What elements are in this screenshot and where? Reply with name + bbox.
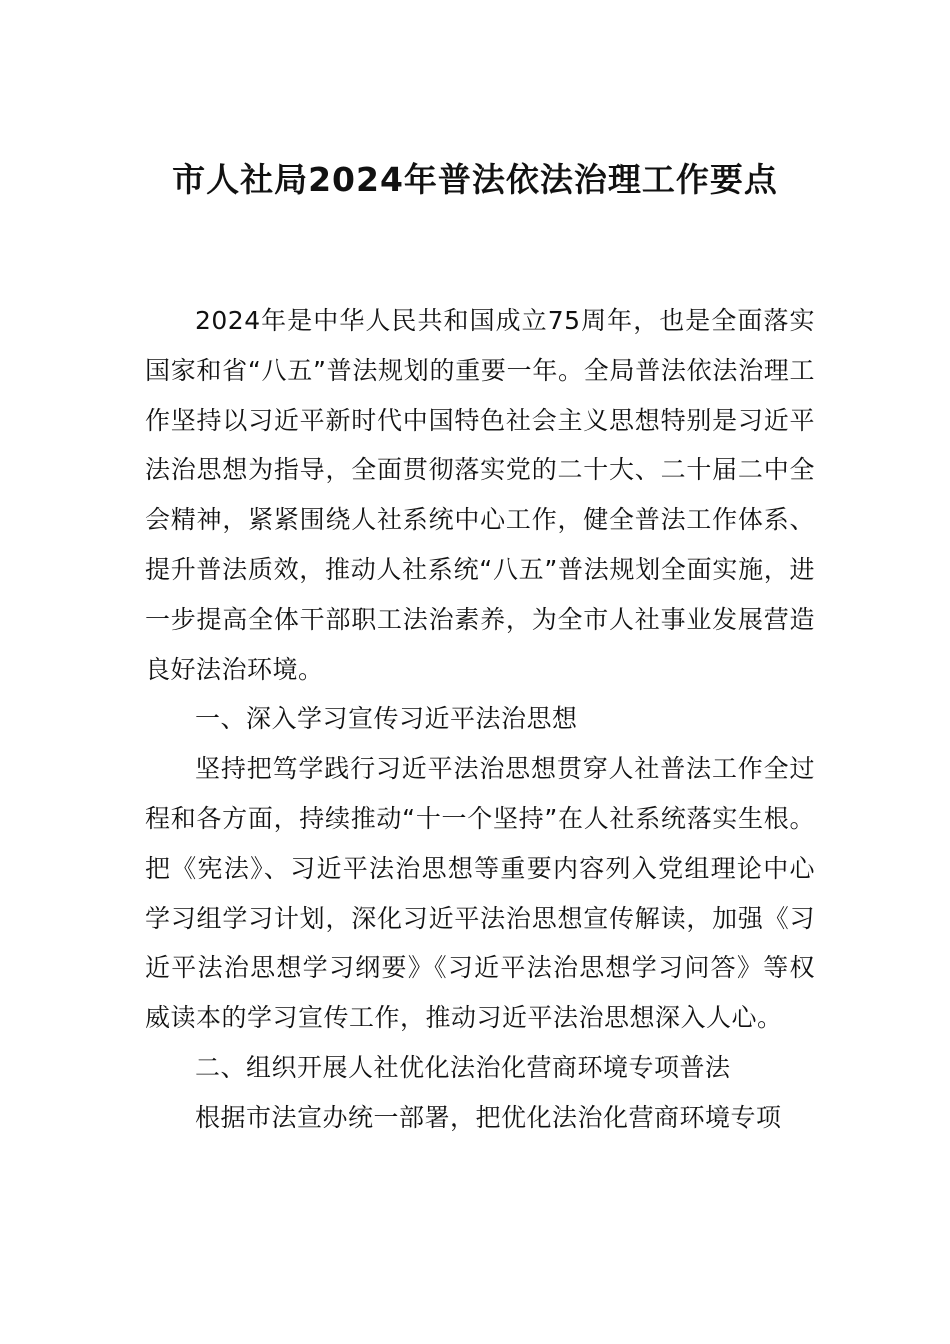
intro-paragraph: 2024年是中华人民共和国成立75周年，也是全面落实国家和省“八五”普法规划的重要一年。全局普法依法治理工作坚持以习近平新时代中国特色社会主义思想特别是习近平法治思想为指导，全面贯彻落实党的二十大、二十届二中全会精神，紧紧围绕人社系统中心工作，健全普法工作体系、提升普法质效，推动人社系统“八五”普法规划全面实施，进一步提高全体干部职工法治素养，为全市人社事业发展营造良好法治环境。 — [145, 306, 815, 684]
section-heading-2: 二、组织开展人社优化法治化营商环境专项普法 — [195, 1052, 731, 1082]
document-title: 市人社局2024年普法依法治理工作要点 — [172, 160, 778, 199]
section-heading-1: 一、深入学习宣传习近平法治思想 — [195, 704, 578, 734]
document-body — [145, 296, 815, 1143]
section-2-paragraph: 根据市法宣办统一部署，把优化法治化营商环境专项 — [195, 1102, 782, 1132]
section-1-paragraph: 坚持把笃学践行习近平法治思想贯穿人社普法工作全过程和各方面，持续推动“十一个坚持”在人社系统落实生根。把《宪法》、习近平法治思想等重要内容列入党组理论中心学习组学习计划，深化习近平法治思想宣传解读，加强《习近平法治思想学习纲要》《习近平法治思想学习问答》等权威读本的学习宣传工作，推动习近平法治思想深入人心。 — [145, 754, 815, 1033]
